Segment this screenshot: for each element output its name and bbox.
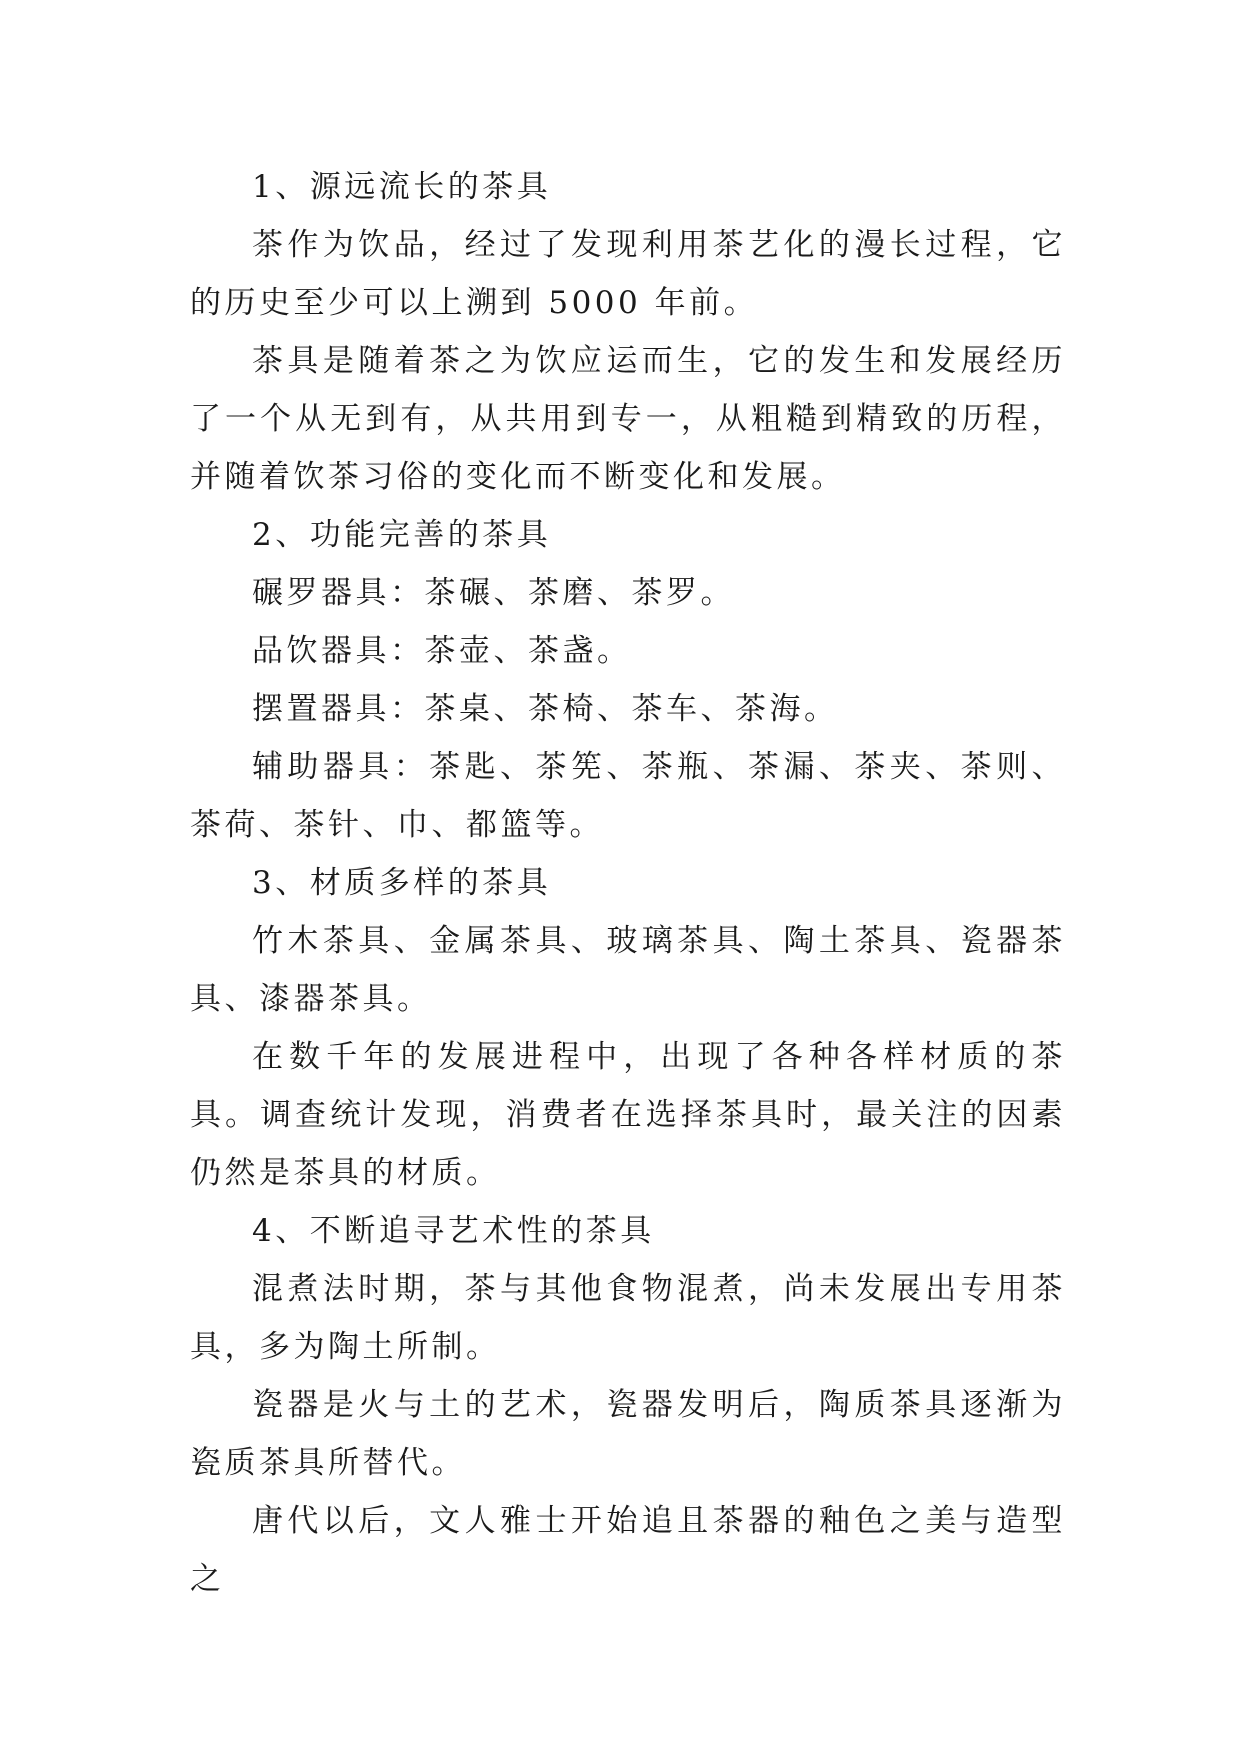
paragraph-tang-dynasty: 唐代以后，文人雅士开始追且茶器的釉色之美与造型之 (190, 1503, 1066, 1597)
paragraph-display-tools: 摆置器具：茶桌、茶椅、茶车、茶海。 (252, 691, 839, 727)
section-heading-1: 1、源远流长的茶具 (252, 169, 552, 205)
section-heading-2: 2、功能完善的茶具 (252, 517, 552, 553)
section-heading-3: 3、材质多样的茶具 (252, 865, 552, 901)
paragraph-material-survey: 在数千年的发展进程中，出现了各种各样材质的茶具。调查统计发现，消费者在选择茶具时，最关注的因素仍然是茶具的材质。 (190, 1039, 1066, 1191)
paragraph-porcelain: 瓷器是火与土的艺术，瓷器发明后，陶质茶具逐渐为瓷质茶具所替代。 (190, 1387, 1066, 1481)
section-heading-4: 4、不断追寻艺术性的茶具 (252, 1213, 655, 1249)
paragraph-mixed-boiling: 混煮法时期，茶与其他食物混煮，尚未发展出专用茶具，多为陶土所制。 (190, 1271, 1066, 1365)
document-body (190, 158, 1066, 1608)
paragraph-grinding-tools: 碾罗器具：茶碾、茶磨、茶罗。 (252, 575, 735, 611)
paragraph-material-list: 竹木茶具、金属茶具、玻璃茶具、陶土茶具、瓷器茶具、漆器茶具。 (190, 923, 1066, 1017)
paragraph-auxiliary-tools: 辅助器具：茶匙、茶筅、茶瓶、茶漏、茶夹、茶则、茶荷、茶针、巾、都篮等。 (190, 749, 1066, 843)
paragraph-teaware-development: 茶具是随着茶之为饮应运而生，它的发生和发展经历了一个从无到有，从共用到专一，从粗糙到精致的历程，并随着饮茶习俗的变化而不断变化和发展。 (190, 343, 1066, 495)
paragraph-drinking-tools: 品饮器具：茶壶、茶盏。 (252, 633, 632, 669)
paragraph-tea-origin: 茶作为饮品，经过了发现利用茶艺化的漫长过程，它的历史至少可以上溯到 5000 年前。 (190, 227, 1066, 321)
